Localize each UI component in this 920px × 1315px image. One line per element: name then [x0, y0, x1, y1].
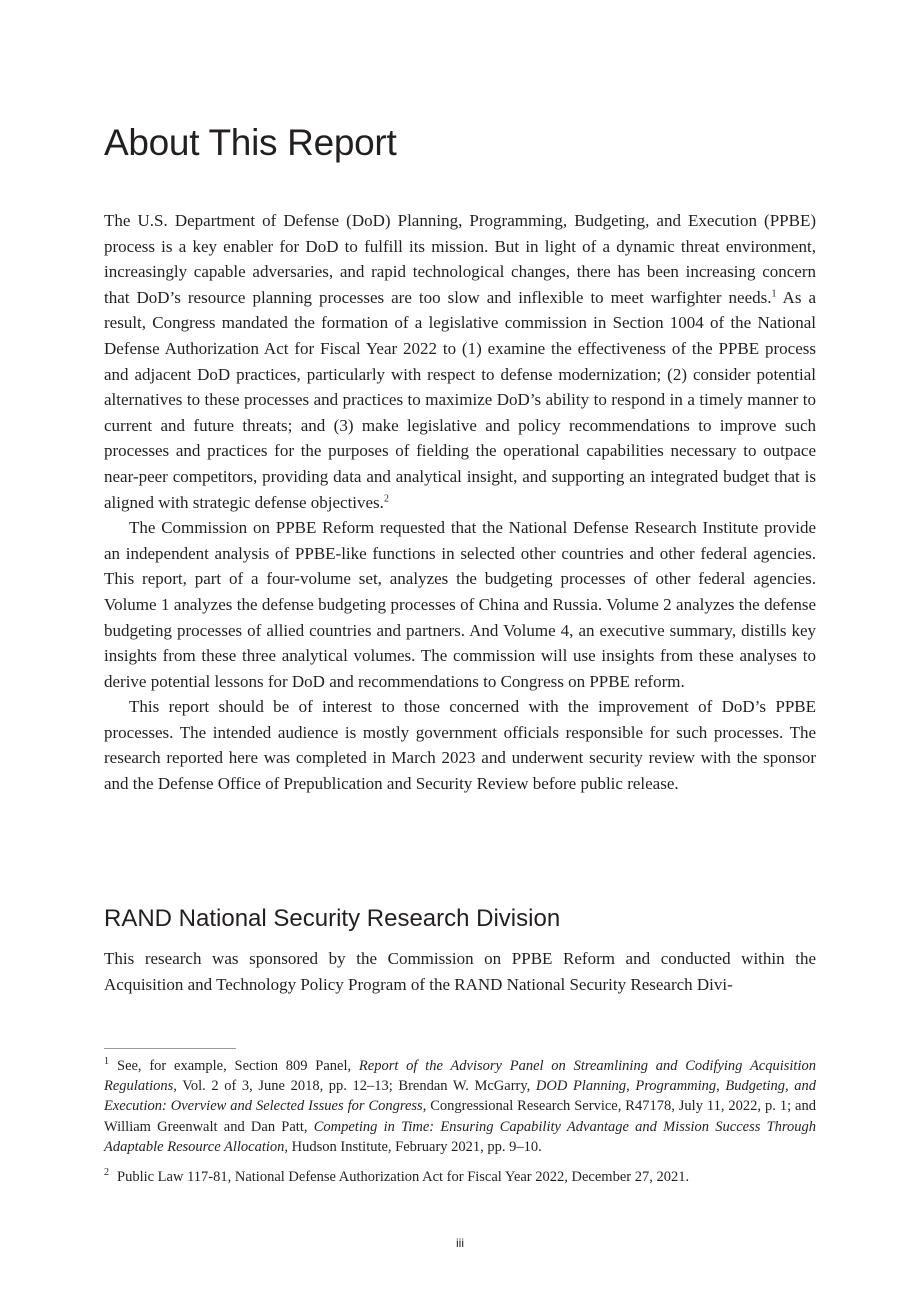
footnotes	[104, 1056, 816, 1197]
footnote-1: $^1$ See, for example, Section 809 Panel, Report of the Advisory Panel on Streamlining and Codifying Acquisition Regulations, Vol. 2 of 3, June 2018, pp. 12–13; Brendan W. McGarry, DOD Planning, Programming, Budgeting, and Execution: Overview and Selected Issues for Congress, Congressional Research Service, R47178, July 11, 2022, p. 1; and William Greenwalt and Dan Patt, Competing in Time: Ensuring Capability Advantage and Mission Success Through Adaptable Resource Allocation, Hudson Institute, February 2021, pp. 9–10.	[104, 1056, 816, 1155]
body-paragraph-3: This report should be of interest to those concerned with the improvement of DoD’s PPBE processes. The intended audience is mostly government officials responsible for such processes. The research reported here was completed in March 2023 and underwent security review with the sponsor and the Defense Office of Prepublication and Security Review before public release.	[104, 697, 816, 794]
footnote-ref-1[interactable]: 1	[771, 288, 777, 300]
body-paragraph-1: The U.S. Department of Defense (DoD) Planning, Programming, Budgeting, and Execution (PPBE) process is a key enabler for DoD to fulfill its mission. But in light of a dynamic threat environment, increasingly capable adversaries, and rapid technological changes, there has been increasing concern that DoD’s resource planning processes are too slow and inflexible to meet warfighter needs.$^1$ As a result, Congress mandated the formation of a legislative commission in Section 1004 of the National Defense Authorization Act for Fiscal Year 2022 to (1) examine the effectiveness of the PPBE process and adjacent DoD practices, particularly with respect to defense modernization; (2) consider potential alternatives to these processes and practices to maximize DoD’s ability to respond in a timely manner to current and future threats; and (3) make legislative and policy recommendations to improve such processes and practices for the purposes of fielding the operational capabilities necessary to outpace near-peer competitors, providing data and analytical insight, and supporting an integrated budget that is aligned with strategic defense objectives.$^2$	[104, 211, 816, 512]
footnote-number: 2	[104, 1167, 109, 1179]
footnote-number: 1	[104, 1056, 109, 1068]
page-number: iii	[456, 1236, 464, 1250]
page-title: About This Report	[104, 122, 397, 163]
section-body-text	[104, 946, 816, 997]
section-paragraph-1: This research was sponsored by the Commission on PPBE Reform and conducted within the Acquisition and Technology Policy Program of the RAND National Security Research Divi-	[104, 949, 816, 994]
footnote-divider	[104, 1048, 236, 1049]
body-text	[104, 208, 816, 797]
footnote-2: $^2$ Public Law 117-81, National Defense Authorization Act for Fiscal Year 2022, December 27, 2021.	[104, 1167, 690, 1186]
section-heading: RAND National Security Research Division	[104, 905, 561, 932]
body-paragraph-2: The Commission on PPBE Reform requested that the National Defense Research Institute provide an independent analysis of PPBE-like functions in selected other countries and other federal agencies. This report, part of a four-volume set, analyzes the budgeting processes of other federal agencies. Volume 1 analyzes the defense budgeting processes of China and Russia. Volume 2 analyzes the defense budgeting processes of allied countries and partners. And Volume 4, an executive summary, distills key insights from these three analytical volumes. The commission will use insights from these analyses to derive potential lessons for DoD and recommendations to Congress on PPBE reform.	[104, 518, 816, 691]
footnote-ref-2[interactable]: 2	[383, 492, 389, 504]
cited-title: DOD Planning, Programming, Budgeting, and Execution: Overview and Selected Issues for Congress	[104, 1078, 816, 1115]
cited-title: Competing in Time: Ensuring Capability Advantage and Mission Success Through Adaptable Resource Allocation	[104, 1118, 816, 1155]
cited-title: Report of the Advisory Panel on Streamlining and Codifying Acquisition Regulations	[104, 1058, 816, 1095]
